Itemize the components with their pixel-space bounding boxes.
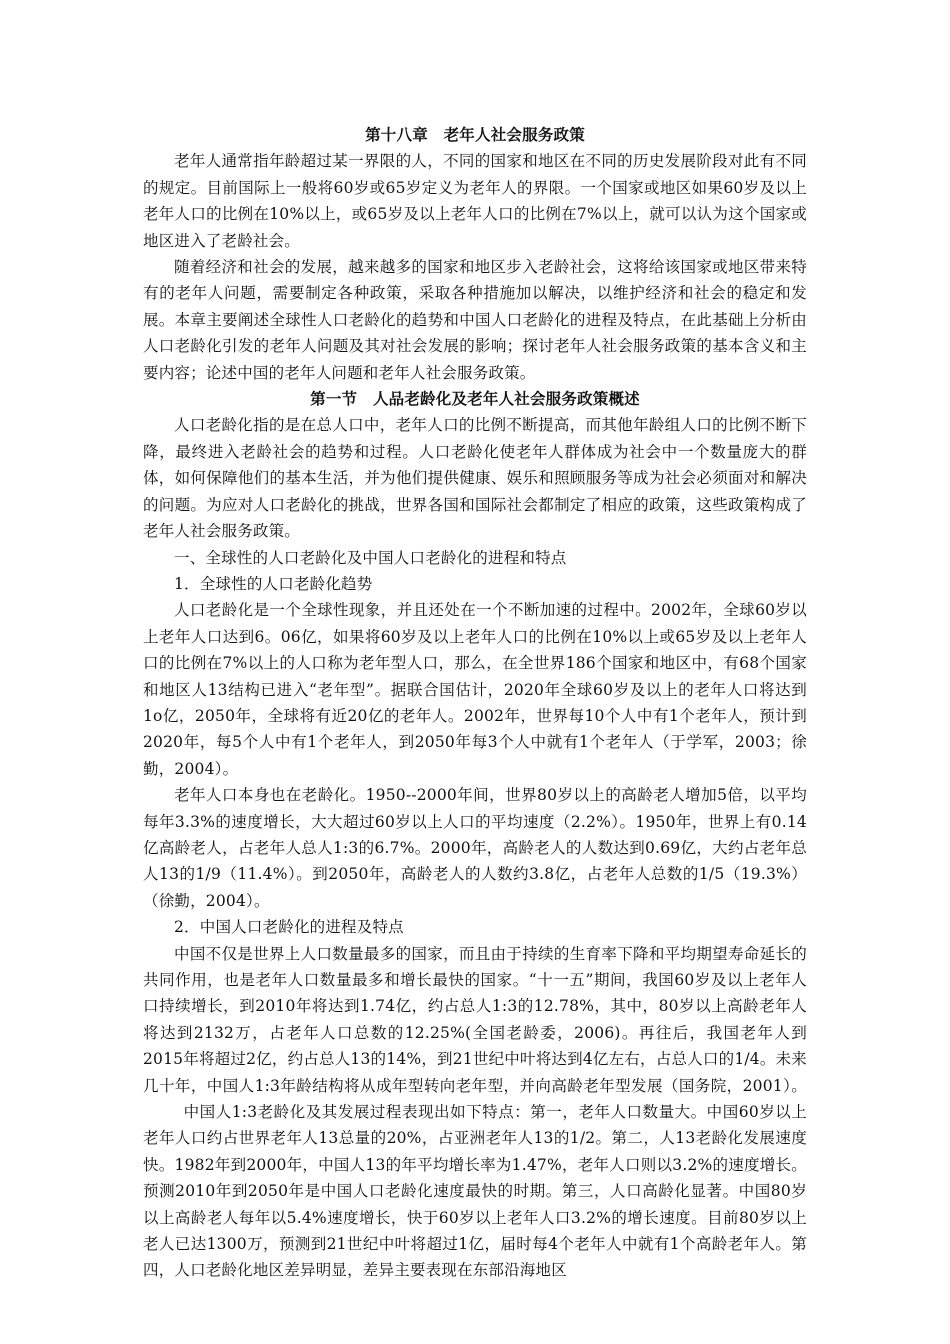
section-intro-paragraph: 人口老龄化指的是在总人口中，老年人口的比例不断提高，而其他年龄组人口的比例不断下降，最终进入老龄社会的趋势和过程。人口老龄化使老年人群体成为社会中一个数量庞大的群体，如何保障他们的基本生活，并为他们提供健康、娱乐和照顾服务等成为社会必须面对和解决的问题。为应对人口老龄化的挑战，世界各国和国际社会都制定了相应的政策，这些政策构成了老年人社会服务政策。 <box>143 416 807 541</box>
subheading-global-and-china: 一、全球性的人口老龄化及中国人口老龄化的进程和特点 <box>174 548 567 567</box>
global-paragraph-1: 人口老龄化是一个全球性现象，并且还处在一个不断加速的过程中。2002年，全球60岁以上老年人口达到6。06亿，如果将60岁及以上老年人口的比例在10%以上或65岁及以上老年人口的比例在7%以上的人口称为老年型人口，那么，在全世界186个国家和地区中，有68个国家和地区人13结构已进入“老年型”。据联合国估计，2020年全球60岁及以上的老年人口将达到1o亿，2050年，全球将有近20亿的老年人。2002年，世界每10个人中有1个老年人，预计到2020年，每5个人中有1个老年人，到2050年每3个人中就有1个老年人（于学军，2003；徐勤，2004）。 <box>143 601 807 778</box>
intro-paragraph-2: 随着经济和社会的发展，越来越多的国家和地区步入老龄社会，这将给该国家或地区带来特有的老年人问题，需要制定各种政策，采取各种措施加以解决，以维护经济和社会的稳定和发展。本章主要阐述全球性人口老龄化的趋势和中国人口老龄化的进程及特点，在此基础上分析由人口老龄化引发的老年人问题及其对社会发展的影响；探讨老年人社会服务政策的基本含义和主要内容；论述中国的老年人问题和老年人社会服务政策。 <box>143 258 807 382</box>
chapter-title: 第十八章 老年人社会服务政策 <box>365 125 585 144</box>
document-page <box>143 122 807 1284</box>
intro-paragraph-1: 老年人通常指年龄超过某一界限的人，不同的国家和地区在不同的历史发展阶段对此有不同的规定。目前国际上一般将60岁或65岁定义为老年人的界限。一个国家或地区如果60岁及以上老年人口的比例在10%以上，或65岁及以上老年人口的比例在7%以上，就可以认为这个国家或地区进入了老龄社会。 <box>143 152 807 250</box>
subheading-global-trend: 1．全球性的人口老龄化趋势 <box>174 574 373 593</box>
china-paragraph <box>143 941 807 1284</box>
section-title: 第一节 人品老龄化及老年人社会服务政策概述 <box>310 389 640 409</box>
global-paragraph-2: 老年人口本身也在老龄化。1950--2000年间，世界80岁以上的高龄老人增加5倍，以平均每年3.3%的速度增长，大大超过60岁以上人口的平均速度（2.2%）。1950年，世界上有0.14亿高龄老人，占老年人总人1:3的6.7%。2000年，高龄老人的人数达到0.69亿，大约占老年总人13的1/9（11.4%）。到2050年，高龄老人的人数约3.8亿，占老年人总数的1/5（19.3%）（徐勤，2004）。 <box>143 786 807 910</box>
subheading-china-process: 2．中国人口老龄化的进程及特点 <box>174 918 404 937</box>
china-paragraph-part-2: 中国人1:3老龄化及其发展过程表现出如下特点：第一，老年人口数量大。中国60岁以上老年人口约占世界老年人13总量的20%，占亚洲老年人13的1/2。第二，人13老龄化发展速度快。1982年到2000年，中国人13的年平均增长率为1.47%，老年人口则以3.2%的速度增长。预测2010年到2050年是中国人口老龄化速度最快的时期。第三，人口高龄化显著。中国80岁以上高龄老人每年以5.4%速度增长，快于60岁以上老年人口3.2%的增长速度。目前80岁以上老人已达1300万，预测到21世纪中叶将超过1亿，届时每4个老年人中就有1个高龄老年人。第四，人口老龄化地区差异明显，差异主要表现在东部沿海地区 <box>143 1103 807 1280</box>
china-paragraph-part-1: 中国不仅是世界上人口数量最多的国家，而且由于持续的生育率下降和平均期望寿命延长的共同作用，也是老年人口数量最多和增长最快的国家。“十一五”期间，我国60岁及以上老年人口持续增长，到2010年将达到1.74亿，约占总人1:3的12.78%，其中，80岁以上高龄老年人将达到2132万，占老年人口总数的12.25%(全国老龄委，2006)。再往后，我国老年人到2015年将超过2亿，约占总人13的14%，到21世纪中叶将达到4亿左右，占总人口的1/4。未来几十年，中国人1:3年龄结构将从成年型转向老年型，并向高龄老年型发展（国务院，2001）。 <box>143 944 807 1095</box>
